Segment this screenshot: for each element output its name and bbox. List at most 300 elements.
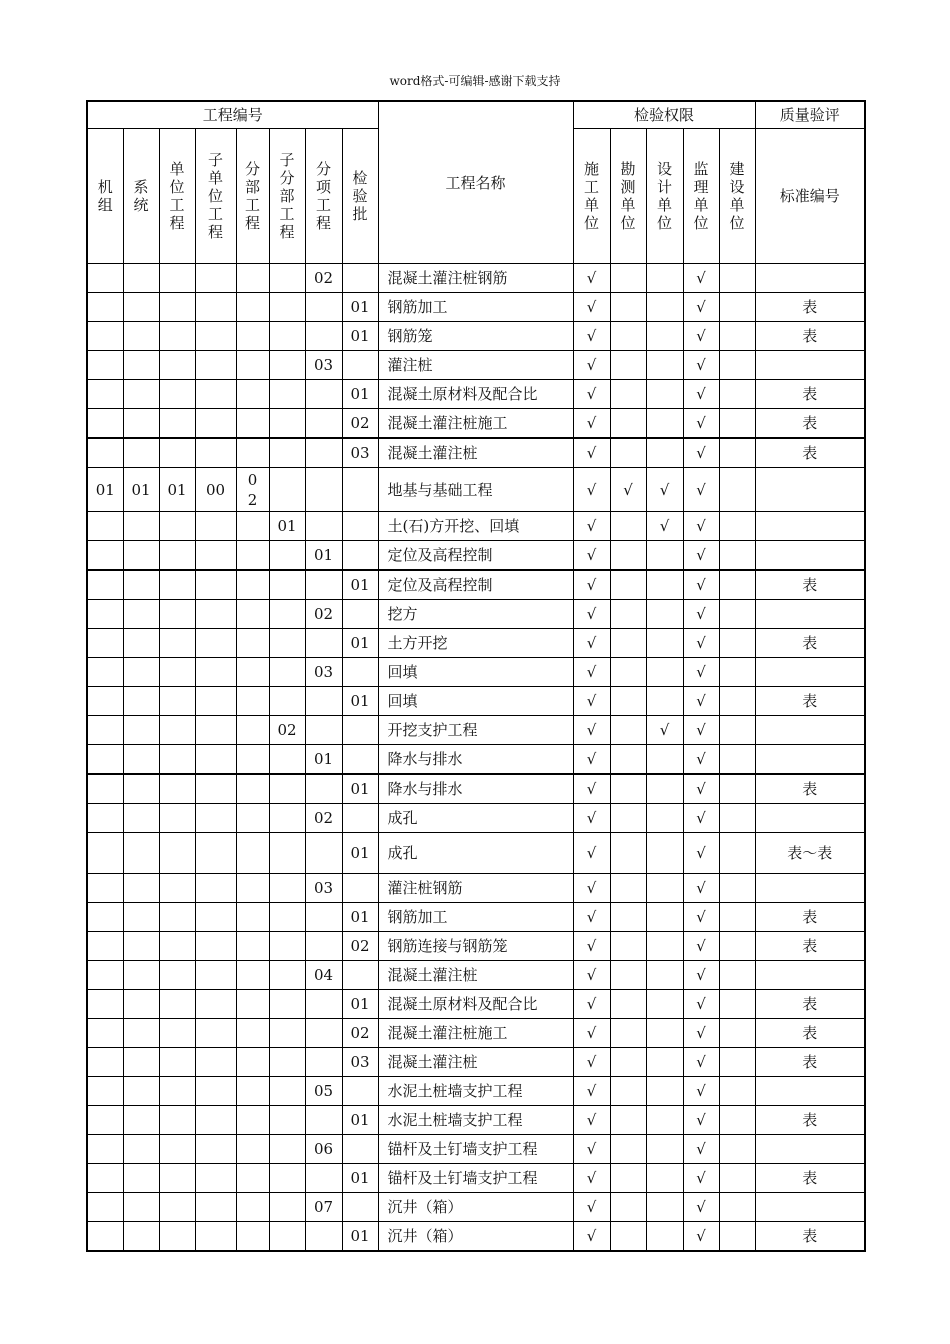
zidan-cell <box>195 932 236 961</box>
header-system: 系统 <box>123 129 159 264</box>
kance-cell <box>610 833 646 874</box>
jianshe-cell <box>719 961 755 990</box>
standard-cell <box>755 541 865 571</box>
zifenbu-cell <box>269 264 305 293</box>
header-dan: 单位工程 <box>159 129 195 264</box>
fenxiang-cell: 03 <box>305 351 342 380</box>
unit-cell <box>87 990 123 1019</box>
system-cell <box>123 961 159 990</box>
jianyan-cell: 03 <box>342 1048 378 1077</box>
dan-cell <box>159 293 195 322</box>
header-fenxiang: 分项工程 <box>305 129 342 264</box>
jianli-cell: √ <box>683 990 719 1019</box>
fenbu-cell <box>236 629 269 658</box>
dan-cell <box>159 438 195 468</box>
standard-cell: 表 <box>755 380 865 409</box>
fenxiang-cell <box>305 1048 342 1077</box>
jianli-cell: √ <box>683 629 719 658</box>
system-cell <box>123 658 159 687</box>
header-shigong: 施工单位 <box>573 129 610 264</box>
fenxiang-cell <box>305 903 342 932</box>
dan-cell <box>159 264 195 293</box>
project-name-cell: 成孔 <box>378 804 573 833</box>
dan-cell <box>159 932 195 961</box>
kance-cell <box>610 1193 646 1222</box>
jianli-cell: √ <box>683 687 719 716</box>
kance-cell <box>610 774 646 804</box>
system-cell <box>123 804 159 833</box>
project-name-cell: 锚杆及土钉墙支护工程 <box>378 1164 573 1193</box>
zidan-cell <box>195 1106 236 1135</box>
fenbu-cell <box>236 1164 269 1193</box>
jianshe-cell <box>719 438 755 468</box>
jianyan-cell <box>342 1193 378 1222</box>
table-row <box>87 903 865 932</box>
header-zifenbu: 子分部工程 <box>269 129 305 264</box>
fenxiang-cell <box>305 438 342 468</box>
fenbu-cell <box>236 409 269 439</box>
kance-cell <box>610 264 646 293</box>
system-cell <box>123 1135 159 1164</box>
jianli-cell: √ <box>683 1048 719 1077</box>
shigong-cell: √ <box>573 774 610 804</box>
jianshe-cell <box>719 874 755 903</box>
zidan-cell <box>195 961 236 990</box>
jianshe-cell <box>719 687 755 716</box>
zifenbu-cell <box>269 961 305 990</box>
project-name-cell: 回填 <box>378 658 573 687</box>
header-group-check: 检验权限 <box>573 101 755 129</box>
system-cell <box>123 541 159 571</box>
zifenbu-cell <box>269 804 305 833</box>
table-row <box>87 293 865 322</box>
fenbu-cell <box>236 961 269 990</box>
jianshe-cell <box>719 1077 755 1106</box>
zidan-cell <box>195 1077 236 1106</box>
project-name-cell: 地基与基础工程 <box>378 468 573 512</box>
standard-cell: 表 <box>755 1164 865 1193</box>
shigong-cell: √ <box>573 716 610 745</box>
dan-cell <box>159 1193 195 1222</box>
zidan-cell <box>195 833 236 874</box>
zidan-cell <box>195 874 236 903</box>
zifenbu-cell: 01 <box>269 512 305 541</box>
jianyan-cell <box>342 716 378 745</box>
shigong-cell: √ <box>573 351 610 380</box>
zidan-cell <box>195 380 236 409</box>
system-cell <box>123 351 159 380</box>
jianyan-cell <box>342 804 378 833</box>
dan-cell <box>159 774 195 804</box>
jianshe-cell <box>719 380 755 409</box>
kance-cell <box>610 687 646 716</box>
zifenbu-cell <box>269 322 305 351</box>
system-cell <box>123 570 159 600</box>
table-row <box>87 264 865 293</box>
fenxiang-cell: 02 <box>305 264 342 293</box>
zidan-cell <box>195 438 236 468</box>
table-row <box>87 380 865 409</box>
standard-cell <box>755 1135 865 1164</box>
jianyan-cell: 01 <box>342 687 378 716</box>
jianli-cell: √ <box>683 541 719 571</box>
fenxiang-cell: 02 <box>305 804 342 833</box>
zifenbu-cell <box>269 932 305 961</box>
project-name-cell: 混凝土灌注桩钢筋 <box>378 264 573 293</box>
zidan-cell <box>195 903 236 932</box>
project-name-cell: 降水与排水 <box>378 774 573 804</box>
fenbu-cell <box>236 512 269 541</box>
header-standard: 标准编号 <box>755 129 865 264</box>
system-cell <box>123 990 159 1019</box>
jianli-cell: √ <box>683 1164 719 1193</box>
kance-cell <box>610 990 646 1019</box>
zifenbu-cell <box>269 541 305 571</box>
jianshe-cell <box>719 629 755 658</box>
project-name-cell: 灌注桩 <box>378 351 573 380</box>
jianli-cell: √ <box>683 1222 719 1252</box>
zifenbu-cell <box>269 380 305 409</box>
sheji-cell <box>646 1164 683 1193</box>
jianli-cell: √ <box>683 438 719 468</box>
fenbu-cell <box>236 1135 269 1164</box>
jianli-cell: √ <box>683 932 719 961</box>
standard-cell <box>755 874 865 903</box>
shigong-cell: √ <box>573 541 610 571</box>
standard-cell: 表 <box>755 1019 865 1048</box>
system-cell <box>123 1106 159 1135</box>
table-row <box>87 600 865 629</box>
jianyan-cell <box>342 468 378 512</box>
standard-cell: 表 <box>755 903 865 932</box>
kance-cell <box>610 961 646 990</box>
standard-cell: 表 <box>755 409 865 439</box>
kance-cell <box>610 570 646 600</box>
jianli-cell: √ <box>683 745 719 775</box>
standard-cell <box>755 716 865 745</box>
fenbu-cell <box>236 438 269 468</box>
jianyan-cell: 01 <box>342 570 378 600</box>
unit-cell: 01 <box>87 468 123 512</box>
project-name-cell: 土(石)方开挖、回填 <box>378 512 573 541</box>
kance-cell <box>610 1164 646 1193</box>
unit-cell <box>87 1222 123 1252</box>
table-row <box>87 541 865 571</box>
kance-cell <box>610 512 646 541</box>
jianshe-cell <box>719 322 755 351</box>
jianshe-cell <box>719 1193 755 1222</box>
zifenbu-cell <box>269 438 305 468</box>
standard-cell: 表 <box>755 687 865 716</box>
unit-cell <box>87 512 123 541</box>
standard-cell: 表 <box>755 990 865 1019</box>
fenbu-cell <box>236 1048 269 1077</box>
kance-cell <box>610 1019 646 1048</box>
shigong-cell: √ <box>573 409 610 439</box>
shigong-cell: √ <box>573 1019 610 1048</box>
jianyan-cell <box>342 745 378 775</box>
unit-cell <box>87 1048 123 1077</box>
standard-cell <box>755 468 865 512</box>
fenxiang-cell <box>305 1106 342 1135</box>
fenbu-cell <box>236 804 269 833</box>
sheji-cell <box>646 1222 683 1252</box>
dan-cell <box>159 351 195 380</box>
dan-cell <box>159 1019 195 1048</box>
jianli-cell: √ <box>683 804 719 833</box>
unit-cell <box>87 745 123 775</box>
unit-cell <box>87 874 123 903</box>
shigong-cell: √ <box>573 1193 610 1222</box>
unit-cell <box>87 322 123 351</box>
jianshe-cell <box>719 658 755 687</box>
system-cell <box>123 903 159 932</box>
jianshe-cell <box>719 264 755 293</box>
fenbu-cell <box>236 380 269 409</box>
project-name-cell: 钢筋加工 <box>378 903 573 932</box>
dan-cell <box>159 804 195 833</box>
standard-cell <box>755 658 865 687</box>
zidan-cell <box>195 570 236 600</box>
zifenbu-cell <box>269 600 305 629</box>
jianyan-cell: 01 <box>342 1222 378 1252</box>
zidan-cell <box>195 322 236 351</box>
table-row <box>87 1019 865 1048</box>
jianshe-cell <box>719 716 755 745</box>
zidan-cell <box>195 409 236 439</box>
table-row <box>87 1164 865 1193</box>
jianshe-cell <box>719 351 755 380</box>
fenbu-cell <box>236 774 269 804</box>
jianyan-cell <box>342 600 378 629</box>
kance-cell <box>610 600 646 629</box>
dan-cell <box>159 541 195 571</box>
jianshe-cell <box>719 804 755 833</box>
zifenbu-cell <box>269 293 305 322</box>
unit-cell <box>87 1077 123 1106</box>
sheji-cell <box>646 1077 683 1106</box>
project-name-cell: 挖方 <box>378 600 573 629</box>
jianyan-cell <box>342 512 378 541</box>
fenxiang-cell <box>305 629 342 658</box>
dan-cell <box>159 1077 195 1106</box>
project-name-cell: 沉井（箱） <box>378 1193 573 1222</box>
project-name-cell: 成孔 <box>378 833 573 874</box>
unit-cell <box>87 629 123 658</box>
standard-cell: 表 <box>755 438 865 468</box>
sheji-cell <box>646 409 683 439</box>
system-cell <box>123 438 159 468</box>
kance-cell <box>610 293 646 322</box>
jianyan-cell: 01 <box>342 322 378 351</box>
standard-cell: 表 <box>755 570 865 600</box>
jianshe-cell <box>719 570 755 600</box>
header-sheji: 设计单位 <box>646 129 683 264</box>
jianyan-cell: 02 <box>342 409 378 439</box>
dan-cell <box>159 512 195 541</box>
unit-cell <box>87 774 123 804</box>
unit-cell <box>87 1135 123 1164</box>
jianshe-cell <box>719 833 755 874</box>
zifenbu-cell <box>269 1222 305 1252</box>
table-row <box>87 1135 865 1164</box>
jianshe-cell <box>719 600 755 629</box>
unit-cell <box>87 409 123 439</box>
system-cell <box>123 774 159 804</box>
system-cell <box>123 874 159 903</box>
jianshe-cell <box>719 468 755 512</box>
table-row <box>87 716 865 745</box>
table-row <box>87 468 865 512</box>
fenbu-cell <box>236 658 269 687</box>
fenbu-cell <box>236 833 269 874</box>
fenxiang-cell <box>305 932 342 961</box>
shigong-cell: √ <box>573 745 610 775</box>
system-cell <box>123 293 159 322</box>
table-row <box>87 1193 865 1222</box>
system-cell <box>123 1164 159 1193</box>
shigong-cell: √ <box>573 903 610 932</box>
system-cell <box>123 687 159 716</box>
fenxiang-cell <box>305 468 342 512</box>
jianli-cell: √ <box>683 1019 719 1048</box>
fenxiang-cell: 02 <box>305 600 342 629</box>
dan-cell <box>159 961 195 990</box>
standard-cell: 表 <box>755 1222 865 1252</box>
fenxiang-cell <box>305 687 342 716</box>
zifenbu-cell <box>269 1019 305 1048</box>
jianyan-cell: 02 <box>342 932 378 961</box>
jianshe-cell <box>719 1106 755 1135</box>
dan-cell <box>159 833 195 874</box>
kance-cell <box>610 1135 646 1164</box>
fenbu-cell <box>236 1193 269 1222</box>
kance-cell <box>610 1222 646 1252</box>
kance-cell <box>610 874 646 903</box>
system-cell <box>123 409 159 439</box>
project-name-cell: 钢筋加工 <box>378 293 573 322</box>
sheji-cell <box>646 293 683 322</box>
unit-cell <box>87 264 123 293</box>
project-name-cell: 沉井（箱） <box>378 1222 573 1252</box>
project-name-cell: 回填 <box>378 687 573 716</box>
table-row <box>87 745 865 775</box>
zifenbu-cell <box>269 687 305 716</box>
standard-cell: 表 <box>755 774 865 804</box>
jianli-cell: √ <box>683 409 719 439</box>
standard-cell: 表 <box>755 1106 865 1135</box>
standard-cell: 表 <box>755 1048 865 1077</box>
jianshe-cell <box>719 1048 755 1077</box>
shigong-cell: √ <box>573 600 610 629</box>
jianli-cell: √ <box>683 512 719 541</box>
jianyan-cell: 01 <box>342 293 378 322</box>
jianli-cell: √ <box>683 570 719 600</box>
standard-cell <box>755 1077 865 1106</box>
unit-cell <box>87 351 123 380</box>
zidan-cell <box>195 716 236 745</box>
jianli-cell: √ <box>683 1193 719 1222</box>
jianli-cell: √ <box>683 468 719 512</box>
sheji-cell <box>646 745 683 775</box>
project-name-cell: 开挖支护工程 <box>378 716 573 745</box>
jianyan-cell: 02 <box>342 1019 378 1048</box>
fenxiang-cell: 06 <box>305 1135 342 1164</box>
jianshe-cell <box>719 409 755 439</box>
fenbu-cell <box>236 322 269 351</box>
system-cell <box>123 745 159 775</box>
dan-cell <box>159 1164 195 1193</box>
sheji-cell: √ <box>646 512 683 541</box>
project-name-cell: 定位及高程控制 <box>378 570 573 600</box>
project-name-cell: 水泥土桩墙支护工程 <box>378 1077 573 1106</box>
standard-cell: 表 <box>755 932 865 961</box>
fenbu-cell <box>236 716 269 745</box>
sheji-cell <box>646 541 683 571</box>
table-row <box>87 833 865 874</box>
sheji-cell <box>646 990 683 1019</box>
shigong-cell: √ <box>573 874 610 903</box>
sheji-cell <box>646 1048 683 1077</box>
shigong-cell: √ <box>573 380 610 409</box>
zidan-cell <box>195 1048 236 1077</box>
table-row <box>87 1106 865 1135</box>
sheji-cell <box>646 351 683 380</box>
standard-cell <box>755 512 865 541</box>
kance-cell <box>610 322 646 351</box>
project-name-cell: 钢筋连接与钢筋笼 <box>378 932 573 961</box>
project-name-cell: 混凝土灌注桩施工 <box>378 409 573 439</box>
zifenbu-cell <box>269 1077 305 1106</box>
header-zidan: 子单位工程 <box>195 129 236 264</box>
fenbu-cell <box>236 1019 269 1048</box>
jianli-cell: √ <box>683 774 719 804</box>
fenxiang-cell <box>305 833 342 874</box>
table-row <box>87 1222 865 1252</box>
unit-cell <box>87 293 123 322</box>
page-header: word格式-可编辑-感谢下载支持 <box>389 74 561 88</box>
zidan-cell: 00 <box>195 468 236 512</box>
fenbu-cell <box>236 600 269 629</box>
unit-cell <box>87 658 123 687</box>
zifenbu-cell <box>269 1106 305 1135</box>
unit-cell <box>87 541 123 571</box>
header-kance: 勘测单位 <box>610 129 646 264</box>
zidan-cell <box>195 293 236 322</box>
jianli-cell: √ <box>683 600 719 629</box>
kance-cell <box>610 438 646 468</box>
table-row <box>87 409 865 439</box>
system-cell <box>123 833 159 874</box>
project-name-cell: 水泥土桩墙支护工程 <box>378 1106 573 1135</box>
unit-cell <box>87 716 123 745</box>
project-name-cell: 定位及高程控制 <box>378 541 573 571</box>
fenxiang-cell <box>305 1222 342 1252</box>
shigong-cell: √ <box>573 804 610 833</box>
zifenbu-cell <box>269 833 305 874</box>
fenbu-cell <box>236 1222 269 1252</box>
fenbu-cell <box>236 903 269 932</box>
jianshe-cell <box>719 541 755 571</box>
unit-cell <box>87 804 123 833</box>
zidan-cell <box>195 351 236 380</box>
jianyan-cell <box>342 1077 378 1106</box>
project-name-cell: 土方开挖 <box>378 629 573 658</box>
jianshe-cell <box>719 745 755 775</box>
shigong-cell: √ <box>573 833 610 874</box>
zidan-cell <box>195 990 236 1019</box>
dan-cell <box>159 990 195 1019</box>
